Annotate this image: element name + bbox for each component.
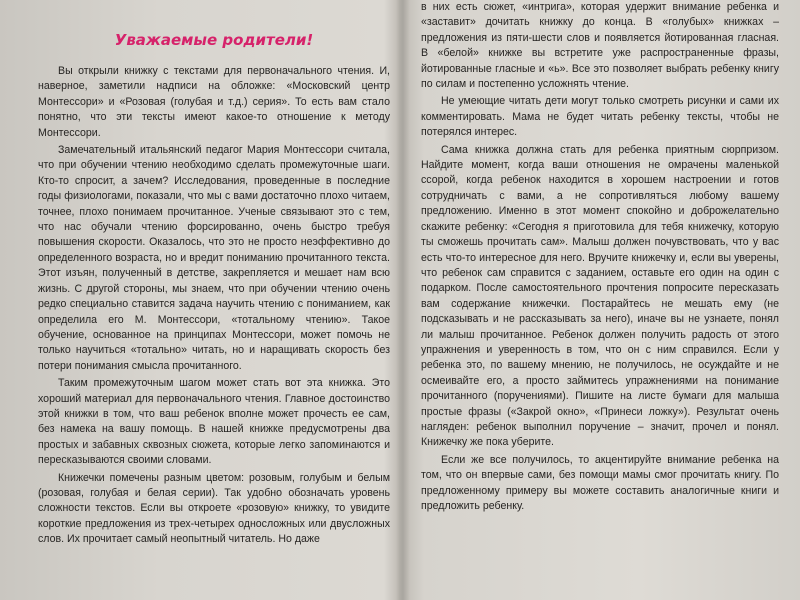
paragraph-4: Книжечки помечены разным цветом: розовым, голубым и белым (розовая, голубая и белая серии). Так удобно обозначать уровень сложности текстов. Если вы откроете «розовую» книжку, то увидите короткие предложения из трех-четырех односложных или двусложных слов. Их прочитает самый неопытный читатель. Но даже — [38, 471, 390, 546]
paragraph-1: Вы открыли книжку с текстами для первоначального чтения. И, наверное, заметили надписи на обложке: «Московский центр Монтессори» и «Розовая (голубая и т.д.) серия». То есть вам стало понятно, что эти тексты имеют какое-то отношение к методу Монтессори. — [38, 65, 390, 139]
paragraph-3: Таким промежуточным шагом может стать вот эта книжка. Это хороший материал для первоначального чтения. Главное достоинство этой книжки в том, что ваш ребенок вполне может прочесть ее сам, без намека на вашу помощь. В нашей книжке предусмотрены два простых и забавных сквозных сюжета, которые легко запоминаются и пересказываются своими словами. — [38, 377, 390, 467]
page-title: Уважаемые родители! — [114, 31, 314, 49]
paragraph-7: Если же все получилось, то акцентируйте внимание ребенка на том, что он впервые сами, без помощи мамы смог прочитать книгу. По предложенному примеру вы можете составить аналогичные книги и предложить ребенку. — [421, 453, 779, 512]
right-page — [421, 0, 779, 600]
paragraph-5: Не умеющие читать дети могут только смотреть рисунки и сами их комментировать. Мама не будет читать ребенку тексты, чтобы не потерялся интерес. — [421, 95, 779, 139]
paragraph-continuation: в них есть сюжет, «интрига», которая удержит внимание ребенка и «заставит» дочитать книжку до конца. В «голубых» книжках – предложения из пяти-шести слов и появляется йотированная гласная. В «белой» книжке вы встретите уже распространенные фразы, йотированные гласные и «ь». Все это позволяет выбрать ребенку книгу по силам и постепенно усложнять чтение. — [421, 1, 779, 91]
book-gutter — [396, 0, 410, 600]
paragraph-2: Замечательный итальянский педагог Мария Монтессори считала, что при обучении чтению необходимо сделать промежуточные шаги. Кто-то спросит, а зачем? Исследования, проведенные в последние годы физиологами, показали, что мы с вами достаточно плохо читаем, точнее, плохо понимаем прочитанное. Ученые связывают это с тем, что нас обучали чтению форсированно, очень быстро требуя повышения скорости. Оказалось, что это не просто неэффективно до определенного возраста, но и вредит пониманию прочитанного текста. Этот изъян, полученный в детстве, закрепляется и мешает нам всю жизнь. С другой стороны, мы знаем, что при обучении чтению очень редко специально ставится задача научить чтению с пониманием, как определила его М. Монтессори, «тотальному чтению». Такое обучение, основанное на принципах Монтессори, может помочь не только научиться «тотально» читать, но и наращивать скорость без потери понимания смысла прочитанного. — [38, 144, 390, 372]
paragraph-6: Сама книжка должна стать для ребенка приятным сюрпризом. Найдите момент, когда ваши отношения не омрачены маленькой ссорой, когда ребенок находится в хорошем настроении и готов сотрудничать с вами, а не сопротивляться любому вашему предложению. Именно в этот момент спокойно и доброжелательно скажите ребенку: «Сегодня я приготовила для тебя книжечку, которую ты сможешь прочитать сам». Малыш должен почувствовать, что у вас есть что-то интересное для него. Вручите книжечку и, если вы уверены, что ребенок сам справится с заданием, оставьте его один на один с подарком. После самостоятельного прочтения попросите пересказать вам содержание книжечки. Постарайтесь не мешать ему (не подсказывать и не рассказывать за него), иначе вы не узнаете, понял ли малыш прочитанное. Ребенок должен получить радость от этого упражнения и уверенность в том, что он с ним справился. Если у ребенка это, по вашему мнению, не получилось, не осуждайте и не осмеивайте его, а просто займитесь упражнениями на понимание прочитанного (поручениями). Пишите на листе бумаги для малыша простые фразы («Закрой окно», «Принеси ложку»). Результат очень нагляден: ребенок выполнил поручение – значит, прочел и понял. Книжечку же пока уберите. — [421, 143, 779, 449]
left-page — [38, 0, 390, 600]
